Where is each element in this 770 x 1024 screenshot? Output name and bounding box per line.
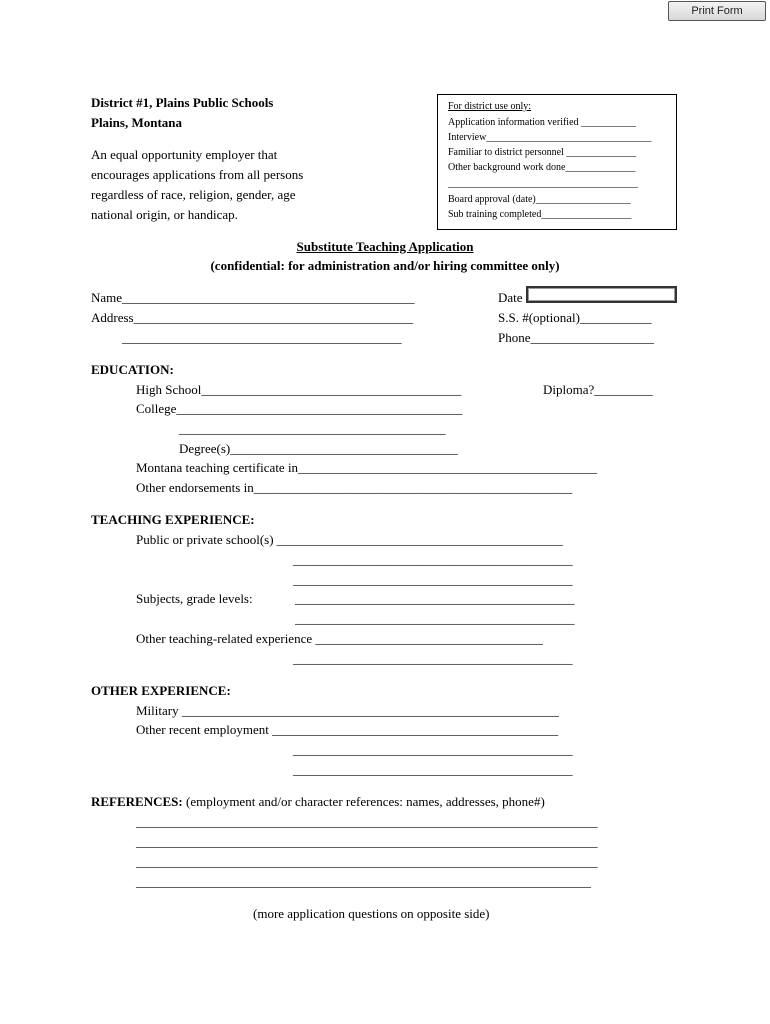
eeo-line: An equal opportunity employer that xyxy=(91,147,278,162)
other-experience-heading: OTHER EXPERIENCE: xyxy=(91,683,231,698)
district-location: Plains, Montana xyxy=(91,115,183,130)
subjects-line-1[interactable]: ___________________________________________ xyxy=(295,591,575,606)
district-box-line: Familiar to district personnel ______________ xyxy=(448,147,637,158)
eeo-line: encourages applications from all persons xyxy=(91,167,304,182)
reference-line[interactable]: _______________________________________________________________________ xyxy=(136,834,598,849)
employment-line-3[interactable]: ___________________________________________ xyxy=(293,762,573,777)
district-box-line: Board approval (date)___________________ xyxy=(448,194,631,205)
subjects-line-2[interactable]: ___________________________________________ xyxy=(295,611,575,626)
district-use-box xyxy=(437,94,677,230)
references-note: (employment and/or character references: names, addresses, phone#) xyxy=(182,794,545,809)
address-field[interactable]: Address___________________________________________ xyxy=(91,310,414,325)
schools-field[interactable]: Public or private school(s) ____________________________________________ xyxy=(136,532,563,547)
date-input[interactable] xyxy=(526,286,677,303)
diploma-field[interactable]: Diploma?_________ xyxy=(543,382,653,397)
name-field[interactable]: Name_____________________________________________ xyxy=(91,290,415,305)
district-box-title: For district use only: xyxy=(448,101,532,112)
references-heading-row xyxy=(91,794,545,809)
endorsements-field[interactable]: Other endorsements in_________________________________________________ xyxy=(136,480,573,495)
phone-field[interactable]: Phone___________________ xyxy=(498,330,654,345)
district-box-line: Interview_________________________________ xyxy=(448,132,652,143)
district-box-line: Other background work done______________ xyxy=(448,162,636,173)
address-line-2[interactable]: ___________________________________________ xyxy=(122,330,402,345)
college-line-2[interactable]: _________________________________________ xyxy=(179,421,446,436)
employment-field[interactable]: Other recent employment ____________________________________________ xyxy=(136,722,559,737)
subjects-label: Subjects, grade levels: xyxy=(136,591,253,606)
schools-line-2[interactable]: ___________________________________________ xyxy=(293,552,573,567)
high-school-field[interactable]: High School________________________________________ xyxy=(136,382,462,397)
military-field[interactable]: Military __________________________________________________________ xyxy=(136,703,559,718)
education-heading: EDUCATION: xyxy=(91,362,174,377)
schools-line-3[interactable]: ___________________________________________ xyxy=(293,572,573,587)
district-name: District #1, Plains Public Schools xyxy=(91,95,274,110)
reference-line[interactable]: ______________________________________________________________________ xyxy=(136,874,591,889)
eeo-line: national origin, or handicap. xyxy=(91,207,238,222)
reference-line[interactable]: _______________________________________________________________________ xyxy=(136,814,598,829)
ss-field[interactable]: S.S. #(optional)___________ xyxy=(498,310,652,325)
references-heading: REFERENCES: xyxy=(91,794,183,809)
eeo-line: regardless of race, religion, gender, age xyxy=(91,187,296,202)
district-box-line: Application information verified ___________ xyxy=(448,117,637,128)
footer-note: (more application questions on opposite side) xyxy=(253,906,490,921)
district-box-line: Sub training completed__________________ xyxy=(448,209,632,220)
reference-line[interactable]: _______________________________________________________________________ xyxy=(136,854,598,869)
date-label: Date xyxy=(498,290,523,305)
college-field[interactable]: College____________________________________________ xyxy=(136,401,463,416)
form-title: Substitute Teaching Application xyxy=(296,239,474,254)
district-box-line: ______________________________________ xyxy=(448,178,638,189)
form-subtitle: (confidential: for administration and/or hiring committee only) xyxy=(210,258,560,273)
certificate-field[interactable]: Montana teaching certificate in______________________________________________ xyxy=(136,460,598,475)
other-teaching-field[interactable]: Other teaching-related experience ___________________________________ xyxy=(136,631,543,646)
print-form-button[interactable]: Print Form xyxy=(668,1,766,21)
employment-line-2[interactable]: ___________________________________________ xyxy=(293,742,573,757)
degree-field[interactable]: Degree(s)___________________________________ xyxy=(179,441,458,456)
teaching-heading: TEACHING EXPERIENCE: xyxy=(91,512,255,527)
other-teaching-line-2[interactable]: ___________________________________________ xyxy=(293,651,573,666)
